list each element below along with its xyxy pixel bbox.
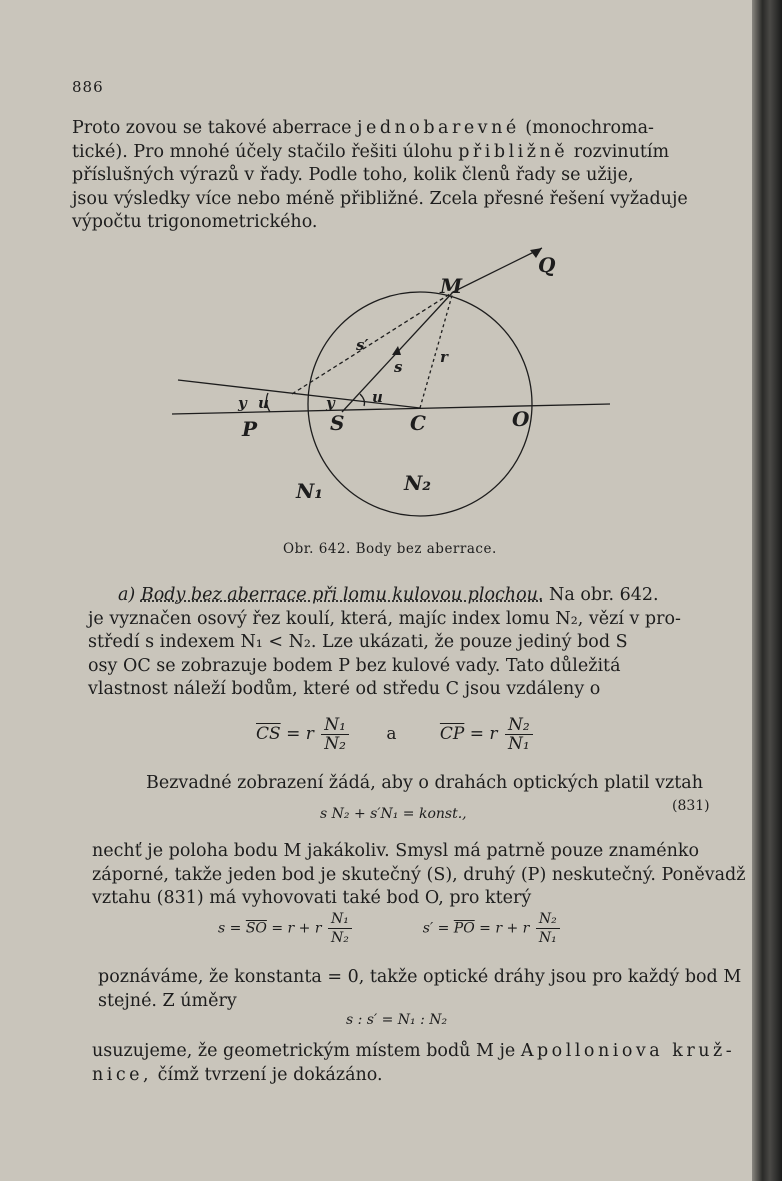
formula-so-overline: $\overline{SO}$ [245, 920, 267, 937]
section-a-line-5: vlastnost náleží bodům, které od středu C jsou vzdáleny o [88, 679, 601, 699]
angle-u-arc [360, 394, 365, 406]
label-M: M [440, 274, 463, 298]
label-S: S [330, 411, 345, 435]
paragraph-2-line: Bezvadné zobrazení žádá, aby o drahách optických platil vztah [146, 773, 704, 793]
label-N1: N₁ [296, 479, 324, 503]
paragraph-5-line-1: usuzujeme, že geometrickým místem bodů M je Apolloniova kruž- [92, 1041, 736, 1061]
figure-642 [160, 238, 630, 528]
paragraph-3-line-1: nechť je poloha bodu M jakákoliv. Smysl má patrně pouze znaménko [92, 841, 700, 861]
intro-line-5: výpočtu trigonometrického. [72, 212, 318, 232]
section-a-line-3: středí s indexem N₁ < N₂. Lze ukázati, že pouze jediný bod S [88, 632, 628, 652]
page-binding-edge [752, 0, 782, 1181]
formula-cs-eq: = r [286, 724, 314, 744]
paragraph-4-line-1: poznáváme, že konstanta = 0, takže optické dráhy jsou pro každý bod M [98, 967, 742, 987]
intro-paragraph [72, 117, 712, 235]
paragraph-5-line-2: nice, čímž tvrzení je dokázáno. [92, 1064, 383, 1085]
label-Q: Q [538, 253, 556, 277]
label-y-left: y [238, 394, 247, 412]
intro-line-3: příslušných výrazů v řady. Podle toho, kolik členů řady se užije, [72, 165, 634, 185]
paragraph-2 [146, 772, 716, 796]
label-u-left: u [258, 394, 269, 412]
label-s-prime: s′ [356, 336, 369, 354]
formula-po-lhs: s′ = [422, 920, 454, 937]
formula-cp-lhs: $\overline{CP}$ [439, 724, 465, 744]
section-a-line-1: a) Body bez aberrace při lomu kulovou plochou. Na obr. 642. [118, 585, 659, 605]
incident-ray [178, 380, 420, 408]
label-u-mid: u [372, 388, 383, 406]
section-a-line-4: osy OC se zobrazuje bodem P bez kulové vady. Tato důležitá [88, 655, 621, 676]
formula-so-po [218, 910, 562, 947]
intro-line-4: jsou výsledky více nebo méně přibližné. Zcela přesné řešení vyžaduje [72, 188, 688, 209]
paragraph-4 [98, 966, 742, 1013]
label-y-mid: y [326, 394, 335, 412]
formula-po-rhs: = r + r [474, 920, 530, 937]
section-a-line-2: je vyznačen osový řez koulí, která, majíc index lomu N₂, vězí v pro- [88, 608, 681, 629]
label-P: P [242, 417, 258, 441]
formula-cs-fraction: $\frac{\text{N₁}}{\text{N₂}}$ [321, 716, 349, 753]
formula-so-lhs: s = [218, 920, 246, 937]
formula-and: a [386, 724, 397, 744]
formula-so-rhs: = r + r [266, 920, 322, 937]
figure-caption: Obr. 642. Body bez aberrace. [283, 541, 497, 557]
label-C: C [410, 411, 426, 435]
label-N2: N₂ [404, 471, 432, 495]
label-r: r [440, 348, 448, 366]
page-number: 886 [72, 78, 104, 96]
label-O: O [512, 407, 530, 431]
label-s: s [394, 358, 403, 376]
formula-cs-lhs: $\overline{CS}$ [256, 724, 281, 744]
intro-line-1: Proto zovou se takové aberrace jednobarevné (monochroma- [72, 118, 654, 138]
section-a-paragraph [88, 584, 710, 702]
paragraph-3-line-2: záporné, takže jeden bod je skutečný (S), druhý (P) neskutečný. Poněvadž [92, 864, 746, 885]
intro-line-2: tické). Pro mnohé účely stačilo řešiti úlohu přibližně rozvinutím [72, 141, 670, 162]
ratio-formula: s : s′ = N₁ : N₂ [346, 1012, 448, 1028]
paragraph-3-line-3: vztahu (831) má vyhovovati také bod O, pro který [92, 888, 532, 908]
paragraph-5 [92, 1040, 736, 1087]
formula-cp-eq: = r [469, 724, 498, 744]
formula-cp-fraction: $\frac{\text{N₂}}{\text{N₁}}$ [505, 716, 533, 753]
equation-831-body: s N₂ + s′N₁ = konst., [320, 806, 467, 822]
formula-so-fraction: $\frac{\text{N₁}}{\text{N₂}}$ [328, 910, 352, 947]
paragraph-4-line-2: stejné. Z úměry [98, 990, 237, 1011]
formula-po-overline: $\overline{PO}$ [453, 920, 475, 937]
formula-cs-cp [256, 716, 535, 753]
formula-po-fraction: $\frac{\text{N₂}}{\text{N₁}}$ [536, 910, 560, 947]
paragraph-3 [92, 840, 746, 911]
equation-831-number: (831) [672, 798, 710, 814]
refracted-ray-mq [453, 248, 542, 292]
